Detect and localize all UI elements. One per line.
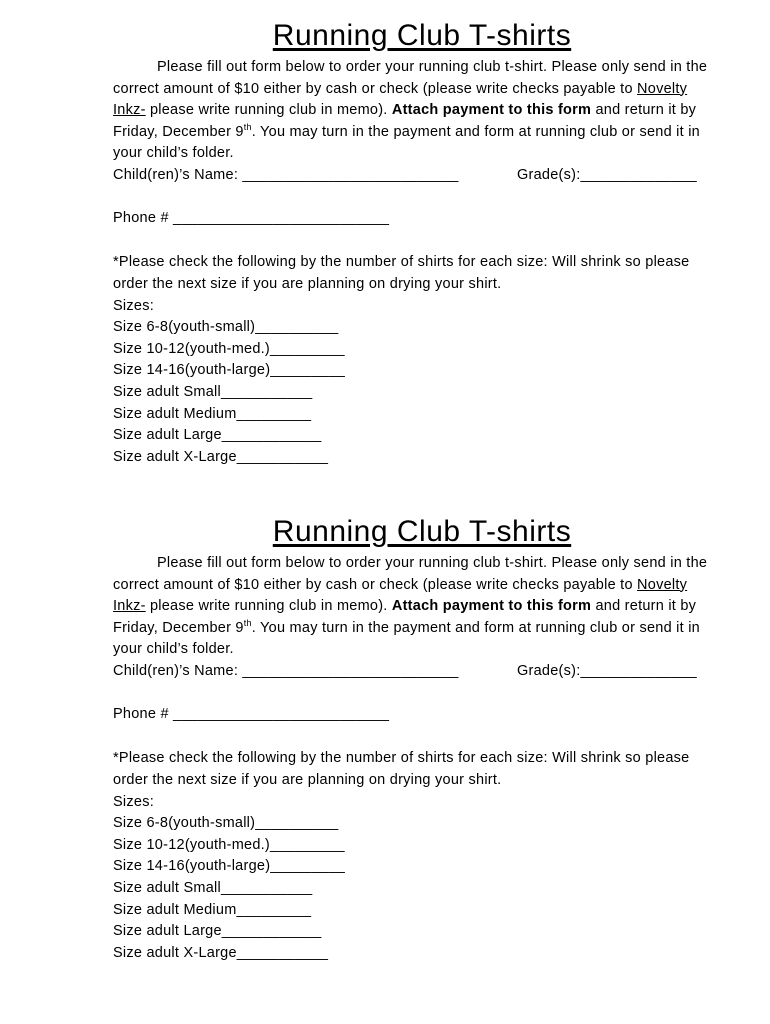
attach-payment-note: Attach payment to this form [391, 598, 592, 615]
intro-text: . You may turn in the payment and form at running club or send it in your child’s folder. [113, 619, 700, 658]
size-option-adult-large[interactable]: Size adult Large____________ [113, 923, 322, 940]
intro-text: Please fill out form below to order your running club t-shirt. Please only send in the correct amount of $10 either by cash or check (please write checks payable to [113, 59, 708, 97]
attach-payment-note: Attach payment to this form [391, 102, 592, 119]
size-option-youth-large[interactable]: Size 14-16(youth-large)_________ [113, 858, 346, 875]
grade-field[interactable]: Grade(s):______________ [517, 166, 697, 183]
child-name-field[interactable]: Child(ren)’s Name: __________________________ [113, 166, 459, 183]
size-option-youth-med[interactable]: Size 10-12(youth-med.)_________ [113, 836, 345, 853]
intro-text: and return it by Friday, December 9 [113, 598, 697, 636]
size-option-adult-xlarge[interactable]: Size adult X-Large___________ [113, 944, 329, 961]
child-name-field[interactable]: Child(ren)’s Name: __________________________ [113, 662, 459, 679]
intro-text: . You may turn in the payment and form at running club or send it in your child’s folder. [113, 123, 700, 162]
size-option-youth-small[interactable]: Size 6-8(youth-small)__________ [113, 815, 339, 832]
size-option-adult-large[interactable]: Size adult Large____________ [113, 427, 322, 444]
phone-field[interactable]: Phone # __________________________ [113, 210, 390, 227]
size-option-youth-large[interactable]: Size 14-16(youth-large)_________ [113, 362, 346, 379]
order-form-1 [113, 16, 723, 468]
size-option-adult-small[interactable]: Size adult Small___________ [113, 879, 313, 896]
form-title: Running Club T-shirts [272, 515, 572, 548]
intro-text: please write running club in memo). [145, 598, 392, 615]
size-instruction: *Please check the following by the number of shirts for each size: Will shrink so please order the next size if you are planning on drying your shirt. [113, 254, 690, 292]
size-option-adult-small[interactable]: Size adult Small___________ [113, 383, 313, 400]
date-suffix: th [243, 617, 252, 628]
intro-text: Please fill out form below to order your running club t-shirt. Please only send in the correct amount of $10 either by cash or check (please write checks payable to [113, 555, 708, 593]
form-title: Running Club T-shirts [272, 19, 572, 52]
instructions-paragraph [113, 553, 723, 661]
grade-field[interactable]: Grade(s):______________ [517, 662, 697, 679]
intro-text: and return it by Friday, December 9 [113, 102, 697, 140]
size-option-adult-medium[interactable]: Size adult Medium_________ [113, 901, 312, 918]
sizes-label: Sizes: [113, 297, 154, 314]
instructions-paragraph [113, 57, 723, 165]
sizes-label: Sizes: [113, 793, 154, 810]
size-option-youth-med[interactable]: Size 10-12(youth-med.)_________ [113, 340, 345, 357]
size-instruction: *Please check the following by the number of shirts for each size: Will shrink so please order the next size if you are planning on drying your shirt. [113, 750, 690, 788]
order-form-2 [113, 512, 723, 964]
payee-name: Novelty Inkz- [113, 80, 688, 119]
payee-name: Novelty Inkz- [113, 576, 688, 615]
size-option-adult-medium[interactable]: Size adult Medium_________ [113, 405, 312, 422]
size-option-youth-small[interactable]: Size 6-8(youth-small)__________ [113, 319, 339, 336]
size-option-adult-xlarge[interactable]: Size adult X-Large___________ [113, 448, 329, 465]
intro-text: please write running club in memo). [145, 102, 392, 119]
date-suffix: th [243, 121, 252, 132]
phone-field[interactable]: Phone # __________________________ [113, 706, 390, 723]
